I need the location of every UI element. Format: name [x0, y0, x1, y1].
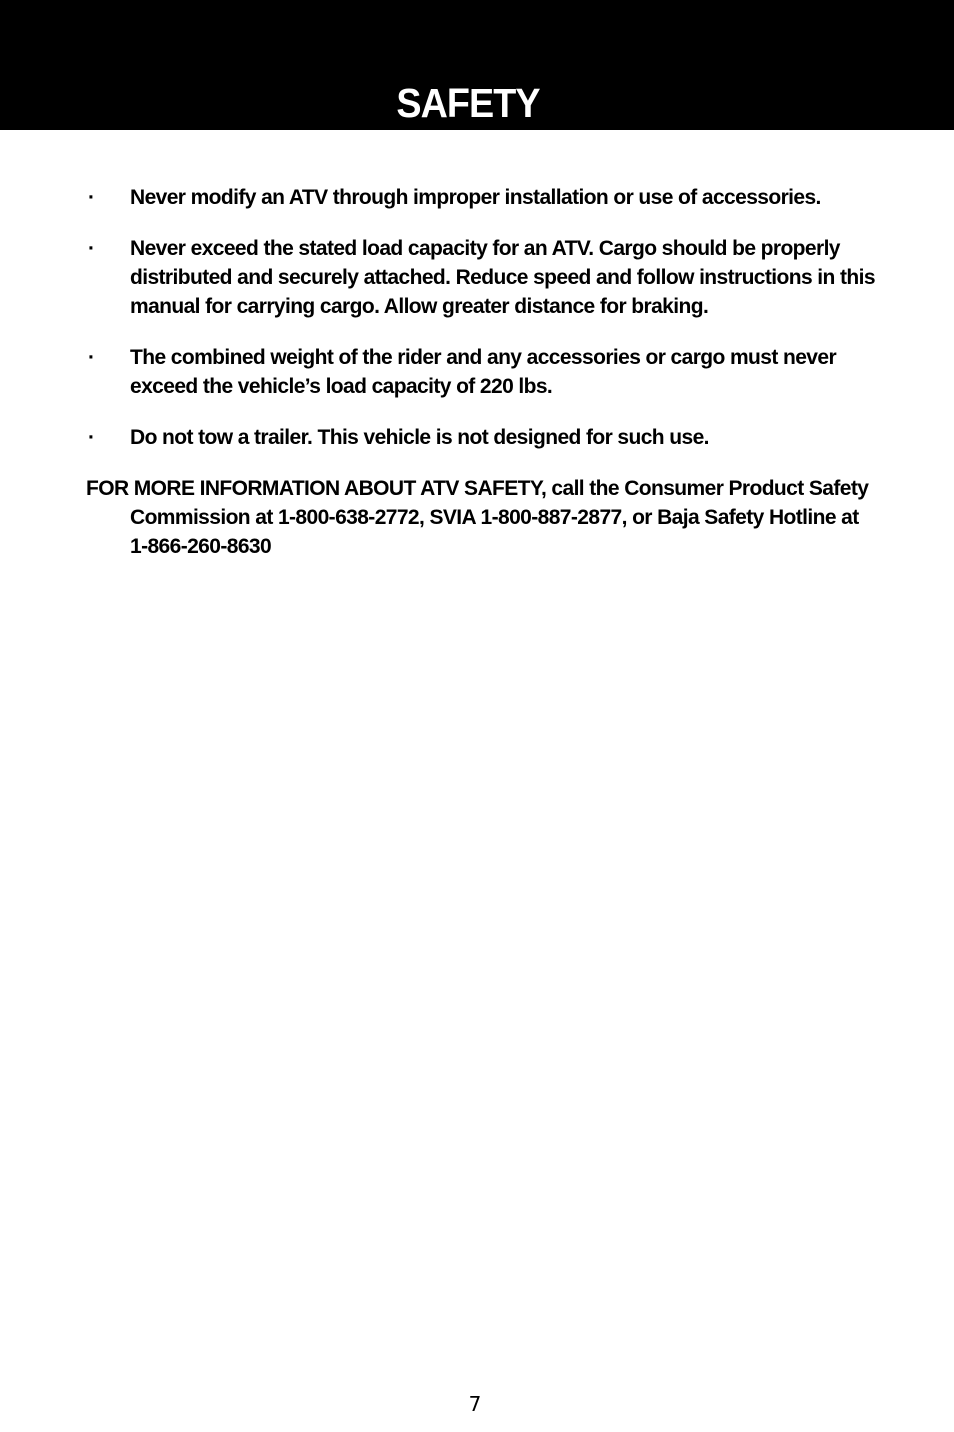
content	[86, 183, 876, 561]
list-item	[86, 423, 876, 452]
bullet-icon: ·	[88, 186, 95, 209]
bullet-icon: ·	[88, 237, 95, 260]
list-item	[86, 234, 876, 321]
bullet-text: Never modify an ATV through improper installation or use of accessories.	[130, 186, 821, 209]
list-item	[86, 343, 876, 401]
bullet-text: The combined weight of the rider and any accessories or cargo must never exceed the vehicle’s load capacity of 220 lbs.	[130, 346, 837, 398]
bullet-text: Do not tow a trailer. This vehicle is not designed for such use.	[130, 426, 709, 449]
bullet-icon: ·	[88, 346, 95, 369]
page-title: SAFETY	[396, 80, 540, 126]
list-item	[86, 183, 876, 212]
bullet-text: Never exceed the stated load capacity for an ATV. Cargo should be properly distributed and securely attached. Reduce speed and follow instructions in this manual for carrying cargo. Allow greater distance for braking.	[130, 237, 875, 318]
safety-bullet-list	[86, 183, 876, 452]
bullet-icon: ·	[88, 426, 95, 449]
safety-info-paragraph: FOR MORE INFORMATION ABOUT ATV SAFETY, call the Consumer Product Safety Commission at 1-800-638-2772, SVIA 1-800-887-2877, or Baja Safety Hotline at 1-866-260-8630	[86, 477, 869, 558]
page-number: 7	[468, 1392, 482, 1416]
